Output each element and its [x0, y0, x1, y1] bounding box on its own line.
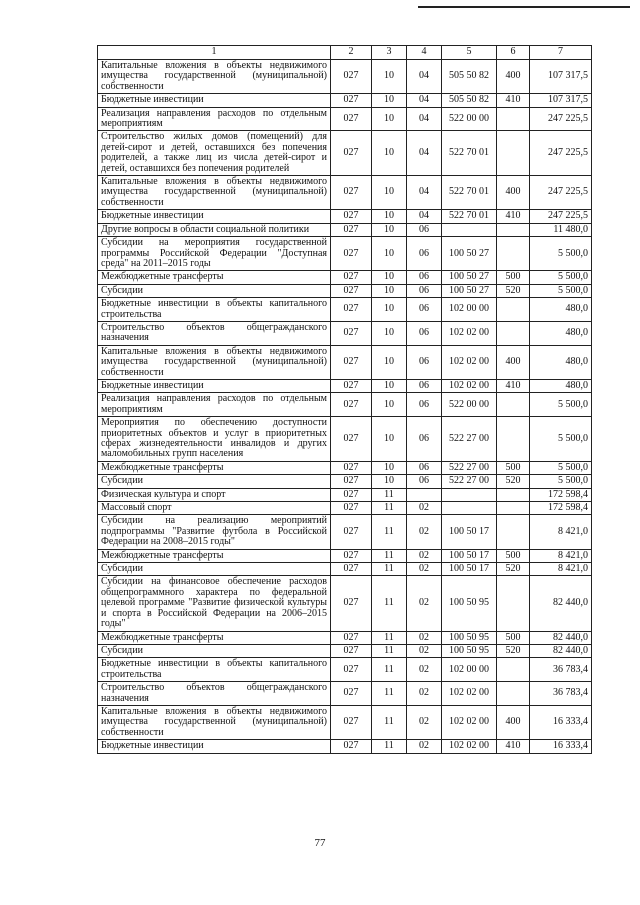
- cell-subsection: 02: [407, 644, 442, 657]
- cell-section: 10: [372, 60, 407, 94]
- cell-description: Бюджетные инвестиции: [98, 210, 331, 223]
- cell-expense-type: 520: [497, 475, 530, 488]
- table-row: [98, 644, 592, 657]
- cell-subsection: 06: [407, 298, 442, 322]
- table-row: [98, 576, 592, 631]
- cell-subsection: 02: [407, 740, 442, 753]
- cell-target-item: 102 00 00: [442, 298, 497, 322]
- cell-description: Капитальные вложения в объекты недвижимого имущества государственной (муниципальной) собственности: [98, 60, 331, 94]
- cell-amount: 82 440,0: [530, 576, 592, 631]
- table-row: [98, 705, 592, 739]
- cell-target-item: 102 02 00: [442, 379, 497, 392]
- cell-subsection: 06: [407, 379, 442, 392]
- cell-ministry-code: 027: [331, 475, 372, 488]
- cell-ministry-code: 027: [331, 488, 372, 501]
- table-row: [98, 631, 592, 644]
- table-row: [98, 131, 592, 176]
- header-row: [98, 46, 592, 60]
- cell-expense-type: 410: [497, 740, 530, 753]
- cell-amount: 11 480,0: [530, 223, 592, 236]
- cell-subsection: 06: [407, 417, 442, 462]
- cell-target-item: [442, 488, 497, 501]
- cell-expense-type: [497, 576, 530, 631]
- cell-description: Межбюджетные трансферты: [98, 271, 331, 284]
- cell-target-item: 100 50 27: [442, 284, 497, 297]
- cell-description: Субсидии: [98, 284, 331, 297]
- table-row: [98, 475, 592, 488]
- cell-section: 11: [372, 515, 407, 549]
- cell-ministry-code: 027: [331, 393, 372, 417]
- cell-description: Капитальные вложения в объекты недвижимого имущества государственной (муниципальной) собственности: [98, 176, 331, 210]
- cell-description: Строительство объектов общегражданского назначения: [98, 321, 331, 345]
- cell-description: Субсидии: [98, 563, 331, 576]
- cell-section: 11: [372, 563, 407, 576]
- table-row: [98, 345, 592, 379]
- cell-amount: 82 440,0: [530, 644, 592, 657]
- cell-amount: 5 500,0: [530, 417, 592, 462]
- cell-section: 10: [372, 210, 407, 223]
- cell-section: 11: [372, 740, 407, 753]
- cell-section: 10: [372, 94, 407, 107]
- cell-expense-type: 410: [497, 210, 530, 223]
- cell-expense-type: [497, 393, 530, 417]
- cell-subsection: 04: [407, 210, 442, 223]
- cell-target-item: 100 50 17: [442, 549, 497, 562]
- cell-ministry-code: 027: [331, 515, 372, 549]
- cell-subsection: 04: [407, 94, 442, 107]
- cell-expense-type: 520: [497, 563, 530, 576]
- cell-section: 10: [372, 237, 407, 271]
- cell-ministry-code: 027: [331, 176, 372, 210]
- cell-ministry-code: 027: [331, 631, 372, 644]
- table-row: [98, 393, 592, 417]
- cell-subsection: 02: [407, 682, 442, 706]
- cell-expense-type: [497, 502, 530, 515]
- cell-description: Субсидии на мероприятия государственной программы Российской Федерации "Доступная среда" на 2011–2015 годы: [98, 237, 331, 271]
- cell-subsection: 04: [407, 131, 442, 176]
- cell-description: Капитальные вложения в объекты недвижимого имущества государственной (муниципальной) собственности: [98, 345, 331, 379]
- cell-section: 10: [372, 461, 407, 474]
- cell-expense-type: 400: [497, 705, 530, 739]
- cell-amount: 5 500,0: [530, 461, 592, 474]
- cell-target-item: 102 00 00: [442, 658, 497, 682]
- cell-ministry-code: 027: [331, 682, 372, 706]
- table-row: [98, 417, 592, 462]
- cell-ministry-code: 027: [331, 345, 372, 379]
- cell-amount: 247 225,5: [530, 131, 592, 176]
- cell-target-item: 100 50 95: [442, 631, 497, 644]
- cell-target-item: 102 02 00: [442, 682, 497, 706]
- cell-amount: 480,0: [530, 321, 592, 345]
- table-row: [98, 107, 592, 131]
- cell-section: 11: [372, 502, 407, 515]
- cell-section: 10: [372, 345, 407, 379]
- cell-target-item: 102 02 00: [442, 345, 497, 379]
- cell-expense-type: [497, 223, 530, 236]
- cell-section: 10: [372, 393, 407, 417]
- cell-ministry-code: 027: [331, 576, 372, 631]
- cell-expense-type: [497, 107, 530, 131]
- cell-description: Реализация направления расходов по отдельным мероприятиям: [98, 393, 331, 417]
- cell-target-item: 100 50 17: [442, 563, 497, 576]
- table-row: [98, 210, 592, 223]
- cell-target-item: 522 27 00: [442, 417, 497, 462]
- cell-target-item: 522 70 01: [442, 176, 497, 210]
- cell-amount: 172 598,4: [530, 502, 592, 515]
- table-row: [98, 488, 592, 501]
- cell-amount: 8 421,0: [530, 549, 592, 562]
- cell-description: Субсидии на финансовое обеспечение расходов общепрограммного характера по федеральной целевой программе "Развитие физической культуры и спорта в Российской Федерации на 2006–2015 годы": [98, 576, 331, 631]
- table-row: [98, 563, 592, 576]
- cell-section: 10: [372, 321, 407, 345]
- cell-amount: 8 421,0: [530, 563, 592, 576]
- cell-ministry-code: 027: [331, 107, 372, 131]
- cell-target-item: 102 02 00: [442, 321, 497, 345]
- cell-ministry-code: 027: [331, 131, 372, 176]
- cell-expense-type: 520: [497, 644, 530, 657]
- cell-target-item: 522 70 01: [442, 131, 497, 176]
- table-row: [98, 60, 592, 94]
- cell-description: Другие вопросы в области социальной политики: [98, 223, 331, 236]
- cell-subsection: 02: [407, 705, 442, 739]
- cell-ministry-code: 027: [331, 223, 372, 236]
- cell-subsection: 04: [407, 60, 442, 94]
- cell-subsection: 06: [407, 223, 442, 236]
- cell-expense-type: 400: [497, 60, 530, 94]
- cell-subsection: 06: [407, 321, 442, 345]
- cell-expense-type: 410: [497, 379, 530, 392]
- table-row: [98, 461, 592, 474]
- cell-amount: 172 598,4: [530, 488, 592, 501]
- cell-description: Субсидии: [98, 475, 331, 488]
- table-row: [98, 237, 592, 271]
- table-row: [98, 502, 592, 515]
- header-cell: 5: [442, 46, 497, 60]
- cell-expense-type: [497, 658, 530, 682]
- cell-section: 11: [372, 549, 407, 562]
- cell-amount: 247 225,5: [530, 210, 592, 223]
- cell-subsection: 02: [407, 658, 442, 682]
- cell-description: Субсидии на реализацию мероприятий подпрограммы "Развитие футбола в Российской Федерации на 2008–2015 годы": [98, 515, 331, 549]
- cell-ministry-code: 027: [331, 237, 372, 271]
- cell-amount: 82 440,0: [530, 631, 592, 644]
- cell-ministry-code: 027: [331, 549, 372, 562]
- table-row: [98, 284, 592, 297]
- cell-description: Мероприятия по обеспечению доступности приоритетных объектов и услуг в приоритетных сферах жизнедеятельности инвалидов и других маломобильных групп населения: [98, 417, 331, 462]
- cell-ministry-code: 027: [331, 284, 372, 297]
- cell-expense-type: 520: [497, 284, 530, 297]
- table-row: [98, 682, 592, 706]
- cell-section: 11: [372, 658, 407, 682]
- cell-target-item: 522 27 00: [442, 461, 497, 474]
- cell-target-item: 100 50 17: [442, 515, 497, 549]
- cell-ministry-code: 027: [331, 705, 372, 739]
- table-row: [98, 658, 592, 682]
- cell-amount: 107 317,5: [530, 60, 592, 94]
- page-number: 77: [314, 837, 326, 849]
- table-row: [98, 176, 592, 210]
- cell-description: Межбюджетные трансферты: [98, 631, 331, 644]
- cell-expense-type: [497, 515, 530, 549]
- cell-expense-type: 500: [497, 271, 530, 284]
- cell-ministry-code: 027: [331, 210, 372, 223]
- cell-subsection: 06: [407, 461, 442, 474]
- cell-subsection: 02: [407, 549, 442, 562]
- cell-expense-type: [497, 682, 530, 706]
- cell-target-item: 100 50 95: [442, 644, 497, 657]
- cell-section: 10: [372, 223, 407, 236]
- cell-target-item: 102 02 00: [442, 705, 497, 739]
- table-row: [98, 549, 592, 562]
- cell-section: 10: [372, 475, 407, 488]
- cell-description: Массовый спорт: [98, 502, 331, 515]
- table-row: [98, 740, 592, 753]
- header-cell: 4: [407, 46, 442, 60]
- cell-amount: 480,0: [530, 345, 592, 379]
- cell-subsection: 06: [407, 393, 442, 417]
- cell-target-item: 522 00 00: [442, 393, 497, 417]
- cell-subsection: 06: [407, 284, 442, 297]
- cell-amount: 5 500,0: [530, 237, 592, 271]
- top-rule: [418, 6, 630, 8]
- cell-ministry-code: 027: [331, 644, 372, 657]
- cell-amount: 480,0: [530, 379, 592, 392]
- cell-section: 10: [372, 298, 407, 322]
- cell-amount: 5 500,0: [530, 284, 592, 297]
- cell-description: Бюджетные инвестиции: [98, 94, 331, 107]
- cell-ministry-code: 027: [331, 321, 372, 345]
- cell-target-item: 522 70 01: [442, 210, 497, 223]
- cell-expense-type: 500: [497, 549, 530, 562]
- cell-target-item: 100 50 27: [442, 271, 497, 284]
- cell-section: 11: [372, 631, 407, 644]
- cell-expense-type: [497, 298, 530, 322]
- cell-ministry-code: 027: [331, 563, 372, 576]
- cell-expense-type: 400: [497, 345, 530, 379]
- table-row: [98, 515, 592, 549]
- cell-target-item: 522 00 00: [442, 107, 497, 131]
- cell-subsection: 02: [407, 515, 442, 549]
- cell-target-item: 505 50 82: [442, 60, 497, 94]
- cell-description: Субсидии: [98, 644, 331, 657]
- cell-subsection: 02: [407, 631, 442, 644]
- cell-ministry-code: 027: [331, 298, 372, 322]
- table-row: [98, 298, 592, 322]
- header-cell: 2: [331, 46, 372, 60]
- cell-section: 11: [372, 705, 407, 739]
- table-row: [98, 321, 592, 345]
- cell-subsection: 02: [407, 502, 442, 515]
- cell-target-item: 100 50 27: [442, 237, 497, 271]
- cell-section: 10: [372, 107, 407, 131]
- table-row: [98, 94, 592, 107]
- document-page: [97, 45, 591, 754]
- cell-ministry-code: 027: [331, 502, 372, 515]
- cell-amount: 480,0: [530, 298, 592, 322]
- cell-subsection: 02: [407, 563, 442, 576]
- cell-amount: 36 783,4: [530, 682, 592, 706]
- cell-amount: 107 317,5: [530, 94, 592, 107]
- cell-ministry-code: 027: [331, 658, 372, 682]
- cell-target-item: [442, 223, 497, 236]
- budget-table: [97, 45, 592, 754]
- cell-section: 10: [372, 379, 407, 392]
- cell-amount: 8 421,0: [530, 515, 592, 549]
- cell-target-item: [442, 502, 497, 515]
- cell-subsection: 06: [407, 475, 442, 488]
- cell-section: 10: [372, 271, 407, 284]
- cell-section: 11: [372, 576, 407, 631]
- cell-subsection: 06: [407, 345, 442, 379]
- cell-amount: 5 500,0: [530, 393, 592, 417]
- cell-subsection: 02: [407, 576, 442, 631]
- cell-amount: 5 500,0: [530, 475, 592, 488]
- cell-expense-type: [497, 417, 530, 462]
- table-row: [98, 271, 592, 284]
- cell-ministry-code: 027: [331, 271, 372, 284]
- table-body: [98, 46, 592, 754]
- cell-section: 10: [372, 284, 407, 297]
- cell-description: Строительство жилых домов (помещений) для детей-сирот и детей, оставшихся без попечения родителей, а также лиц из числа детей-сирот и детей, оставшихся без попечения родителей: [98, 131, 331, 176]
- cell-expense-type: [497, 131, 530, 176]
- header-cell: 3: [372, 46, 407, 60]
- cell-amount: 5 500,0: [530, 271, 592, 284]
- cell-expense-type: 410: [497, 94, 530, 107]
- cell-expense-type: [497, 237, 530, 271]
- cell-section: 10: [372, 131, 407, 176]
- cell-amount: 247 225,5: [530, 107, 592, 131]
- cell-amount: 247 225,5: [530, 176, 592, 210]
- cell-subsection: [407, 488, 442, 501]
- cell-amount: 16 333,4: [530, 705, 592, 739]
- cell-target-item: 522 27 00: [442, 475, 497, 488]
- cell-expense-type: [497, 488, 530, 501]
- cell-description: Бюджетные инвестиции в объекты капитального строительства: [98, 658, 331, 682]
- cell-description: Межбюджетные трансферты: [98, 549, 331, 562]
- cell-subsection: 06: [407, 271, 442, 284]
- cell-section: 11: [372, 488, 407, 501]
- cell-ministry-code: 027: [331, 94, 372, 107]
- cell-description: Бюджетные инвестиции: [98, 740, 331, 753]
- cell-subsection: 04: [407, 107, 442, 131]
- cell-amount: 36 783,4: [530, 658, 592, 682]
- cell-section: 11: [372, 682, 407, 706]
- cell-target-item: 100 50 95: [442, 576, 497, 631]
- cell-description: Бюджетные инвестиции: [98, 379, 331, 392]
- cell-expense-type: 500: [497, 461, 530, 474]
- cell-ministry-code: 027: [331, 379, 372, 392]
- header-cell: 6: [497, 46, 530, 60]
- cell-expense-type: 400: [497, 176, 530, 210]
- cell-expense-type: 500: [497, 631, 530, 644]
- cell-ministry-code: 027: [331, 461, 372, 474]
- cell-subsection: 06: [407, 237, 442, 271]
- cell-section: 11: [372, 644, 407, 657]
- cell-description: Реализация направления расходов по отдельным мероприятиям: [98, 107, 331, 131]
- cell-description: Межбюджетные трансферты: [98, 461, 331, 474]
- cell-target-item: 505 50 82: [442, 94, 497, 107]
- cell-expense-type: [497, 321, 530, 345]
- cell-description: Строительство объектов общегражданского назначения: [98, 682, 331, 706]
- cell-description: Капитальные вложения в объекты недвижимого имущества государственной (муниципальной) собственности: [98, 705, 331, 739]
- cell-description: Бюджетные инвестиции в объекты капитального строительства: [98, 298, 331, 322]
- cell-section: 10: [372, 176, 407, 210]
- cell-ministry-code: 027: [331, 740, 372, 753]
- cell-subsection: 04: [407, 176, 442, 210]
- cell-section: 10: [372, 417, 407, 462]
- cell-target-item: 102 02 00: [442, 740, 497, 753]
- table-row: [98, 379, 592, 392]
- cell-amount: 16 333,4: [530, 740, 592, 753]
- header-cell: 1: [98, 46, 331, 60]
- cell-ministry-code: 027: [331, 60, 372, 94]
- cell-description: Физическая культура и спорт: [98, 488, 331, 501]
- header-cell: 7: [530, 46, 592, 60]
- cell-ministry-code: 027: [331, 417, 372, 462]
- table-row: [98, 223, 592, 236]
